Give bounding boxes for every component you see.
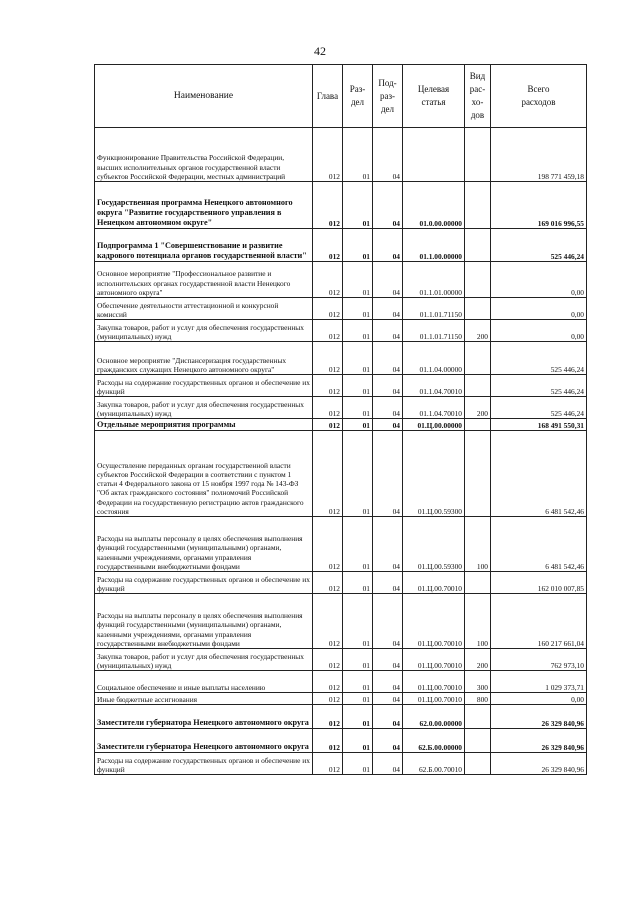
target-article-cell: 01.1.04.70010 <box>403 375 465 397</box>
podrazdel-cell: 04 <box>373 753 403 775</box>
glava-cell: 012 <box>313 342 343 375</box>
glava-cell: 012 <box>313 397 343 419</box>
razdel-cell: 01 <box>343 431 373 517</box>
total-cell: 762 973,10 <box>491 649 587 671</box>
glava-cell: 012 <box>313 705 343 729</box>
total-cell: 0,00 <box>491 320 587 342</box>
row-name-cell: Расходы на содержание государственных органов и обеспечение их функций <box>95 572 313 594</box>
expense-type-cell <box>465 431 491 517</box>
target-article-cell: 01.Ц.00.70010 <box>403 572 465 594</box>
table-row <box>95 182 587 229</box>
razdel-cell: 01 <box>343 229 373 262</box>
target-article-cell: 62.Б.00.00000 <box>403 729 465 753</box>
podrazdel-cell: 04 <box>373 594 403 649</box>
expense-type-cell: 200 <box>465 320 491 342</box>
table-row <box>95 671 587 693</box>
glava-cell: 012 <box>313 693 343 705</box>
row-name-cell: Отдельные мероприятия программы <box>95 419 313 431</box>
total-cell: 26 329 840,96 <box>491 753 587 775</box>
glava-cell: 012 <box>313 729 343 753</box>
razdel-cell: 01 <box>343 729 373 753</box>
table-row <box>95 572 587 594</box>
razdel-cell: 01 <box>343 693 373 705</box>
row-name-cell: Расходы на выплаты персоналу в целях обеспечения выполнения функций государственными (муниципальными) органами, казенными учреждениями, органами управления государственными внебюджетными фондами <box>95 517 313 572</box>
expense-type-cell <box>465 298 491 320</box>
total-cell: 6 481 542,46 <box>491 431 587 517</box>
razdel-cell: 01 <box>343 375 373 397</box>
podrazdel-cell: 04 <box>373 229 403 262</box>
razdel-cell: 01 <box>343 397 373 419</box>
table-row <box>95 320 587 342</box>
table-row <box>95 431 587 517</box>
table-row <box>95 419 587 431</box>
total-cell: 525 446,24 <box>491 229 587 262</box>
target-article-cell: 01.Ц.00.59300 <box>403 431 465 517</box>
razdel-cell: 01 <box>343 182 373 229</box>
table-row <box>95 705 587 729</box>
row-name-cell: Расходы на содержание государственных органов и обеспечение их функций <box>95 753 313 775</box>
header-total: Всего расходов <box>491 65 587 128</box>
podrazdel-cell: 04 <box>373 375 403 397</box>
glava-cell: 012 <box>313 375 343 397</box>
razdel-cell: 01 <box>343 128 373 182</box>
razdel-cell: 01 <box>343 419 373 431</box>
row-name-cell: Расходы на содержание государственных органов и обеспечение их функций <box>95 375 313 397</box>
row-name-cell: Расходы на выплаты персоналу в целях обеспечения выполнения функций государственными (муниципальными) органами, казенными учреждениями, органами управления государственными внебюджетными фондами <box>95 594 313 649</box>
podrazdel-cell: 04 <box>373 419 403 431</box>
podrazdel-cell: 04 <box>373 182 403 229</box>
header-razdel: Раз- дел <box>343 65 373 128</box>
razdel-cell: 01 <box>343 517 373 572</box>
row-name-cell: Иные бюджетные ассигнования <box>95 693 313 705</box>
expense-type-cell <box>465 229 491 262</box>
glava-cell: 012 <box>313 753 343 775</box>
target-article-cell: 01.Ц.00.70010 <box>403 671 465 693</box>
total-cell: 160 217 661,04 <box>491 594 587 649</box>
podrazdel-cell: 04 <box>373 649 403 671</box>
table-row <box>95 342 587 375</box>
target-article-cell: 01.Ц.00.00000 <box>403 419 465 431</box>
razdel-cell: 01 <box>343 594 373 649</box>
table-row <box>95 594 587 649</box>
glava-cell: 012 <box>313 229 343 262</box>
header-expense-type: Вид рас- хо- дов <box>465 65 491 128</box>
total-cell: 1 029 373,71 <box>491 671 587 693</box>
podrazdel-cell: 04 <box>373 693 403 705</box>
table-row <box>95 729 587 753</box>
target-article-cell: 62.Б.00.70010 <box>403 753 465 775</box>
table-row <box>95 397 587 419</box>
row-name-cell: Государственная программа Ненецкого автономного округа "Развитие государственного управления в Ненецком автономном округе" <box>95 182 313 229</box>
razdel-cell: 01 <box>343 298 373 320</box>
target-article-cell: 01.Ц.00.59300 <box>403 517 465 572</box>
glava-cell: 012 <box>313 298 343 320</box>
target-article-cell: 01.1.04.70010 <box>403 397 465 419</box>
table-row <box>95 753 587 775</box>
row-name-cell: Закупка товаров, работ и услуг для обеспечения государственных (муниципальных) нужд <box>95 320 313 342</box>
expense-type-cell <box>465 419 491 431</box>
total-cell: 26 329 840,96 <box>491 705 587 729</box>
table-row <box>95 375 587 397</box>
target-article-cell: 01.Ц.00.70010 <box>403 649 465 671</box>
total-cell: 6 481 542,46 <box>491 517 587 572</box>
total-cell: 525 446,24 <box>491 342 587 375</box>
expense-type-cell <box>465 375 491 397</box>
target-article-cell <box>403 128 465 182</box>
razdel-cell: 01 <box>343 320 373 342</box>
row-name-cell: Заместители губернатора Ненецкого автономного округа <box>95 705 313 729</box>
target-article-cell: 01.1.00.00000 <box>403 229 465 262</box>
table-row <box>95 298 587 320</box>
target-article-cell: 01.1.01.71150 <box>403 298 465 320</box>
total-cell: 525 446,24 <box>491 397 587 419</box>
total-cell: 0,00 <box>491 262 587 298</box>
glava-cell: 012 <box>313 419 343 431</box>
table-row <box>95 262 587 298</box>
podrazdel-cell: 04 <box>373 517 403 572</box>
expense-type-cell: 300 <box>465 671 491 693</box>
header-target-article: Целевая статья <box>403 65 465 128</box>
row-name-cell: Основное мероприятие "Диспансеризация государственных гражданских служащих Ненецкого автономного округа" <box>95 342 313 375</box>
glava-cell: 012 <box>313 649 343 671</box>
glava-cell: 012 <box>313 320 343 342</box>
table-header-row <box>95 65 587 128</box>
header-name: Наименование <box>95 65 313 128</box>
row-name-cell: Осуществление переданных органам государственной власти субъектов Российской Федерации в соответствии с пунктом 1 статьи 4 Федерального закона от 15 ноября 1997 года № 143-ФЗ "Об актах гражданского состояния" полномочий Российской Федерации на государственную регистрацию актов гражданского состояния <box>95 431 313 517</box>
total-cell: 168 491 550,31 <box>491 419 587 431</box>
row-name-cell: Основное мероприятие "Профессиональное развитие и исполнительских органах государственной власти Ненецкого автономного округа" <box>95 262 313 298</box>
row-name-cell: Закупка товаров, работ и услуг для обеспечения государственных (муниципальных) нужд <box>95 649 313 671</box>
podrazdel-cell: 04 <box>373 729 403 753</box>
razdel-cell: 01 <box>343 671 373 693</box>
podrazdel-cell: 04 <box>373 431 403 517</box>
target-article-cell: 01.0.00.00000 <box>403 182 465 229</box>
glava-cell: 012 <box>313 671 343 693</box>
table-row <box>95 693 587 705</box>
page-number: 42 <box>314 44 326 58</box>
total-cell: 525 446,24 <box>491 375 587 397</box>
razdel-cell: 01 <box>343 705 373 729</box>
total-cell: 169 016 996,55 <box>491 182 587 229</box>
target-article-cell: 62.0.00.00000 <box>403 705 465 729</box>
target-article-cell: 01.1.04.00000 <box>403 342 465 375</box>
table-body <box>95 128 587 775</box>
total-cell: 26 329 840,96 <box>491 729 587 753</box>
podrazdel-cell: 04 <box>373 342 403 375</box>
table-row <box>95 517 587 572</box>
podrazdel-cell: 04 <box>373 671 403 693</box>
row-name-cell: Функционирование Правительства Российской Федерации, высших исполнительных органов государственной власти субъектов Российской Федерации, местных администраций <box>95 128 313 182</box>
expense-type-cell <box>465 729 491 753</box>
expense-type-cell: 200 <box>465 397 491 419</box>
glava-cell: 012 <box>313 594 343 649</box>
target-article-cell: 01.1.01.71150 <box>403 320 465 342</box>
podrazdel-cell: 04 <box>373 397 403 419</box>
podrazdel-cell: 04 <box>373 262 403 298</box>
target-article-cell: 01.Ц.00.70010 <box>403 693 465 705</box>
glava-cell: 012 <box>313 517 343 572</box>
expense-type-cell <box>465 182 491 229</box>
glava-cell: 012 <box>313 572 343 594</box>
razdel-cell: 01 <box>343 753 373 775</box>
budget-table <box>94 64 587 775</box>
expense-type-cell <box>465 342 491 375</box>
expense-type-cell: 100 <box>465 517 491 572</box>
glava-cell: 012 <box>313 431 343 517</box>
row-name-cell: Обеспечение деятельности аттестационной и конкурсной комиссий <box>95 298 313 320</box>
table-row <box>95 649 587 671</box>
total-cell: 0,00 <box>491 693 587 705</box>
expense-type-cell: 100 <box>465 594 491 649</box>
row-name-cell: Социальное обеспечение и иные выплаты населению <box>95 671 313 693</box>
glava-cell: 012 <box>313 182 343 229</box>
total-cell: 0,00 <box>491 298 587 320</box>
podrazdel-cell: 04 <box>373 128 403 182</box>
table-row <box>95 128 587 182</box>
expense-type-cell: 800 <box>465 693 491 705</box>
table-row <box>95 229 587 262</box>
total-cell: 198 771 459,18 <box>491 128 587 182</box>
header-podrazdel: Под- раз- дел <box>373 65 403 128</box>
target-article-cell: 01.Ц.00.70010 <box>403 594 465 649</box>
razdel-cell: 01 <box>343 649 373 671</box>
expense-type-cell <box>465 572 491 594</box>
podrazdel-cell: 04 <box>373 705 403 729</box>
razdel-cell: 01 <box>343 572 373 594</box>
row-name-cell: Подпрограмма 1 "Совершенствование и развитие кадрового потенциала органов государственной власти" <box>95 229 313 262</box>
expense-type-cell <box>465 128 491 182</box>
header-glava: Глава <box>313 65 343 128</box>
podrazdel-cell: 04 <box>373 298 403 320</box>
podrazdel-cell: 04 <box>373 320 403 342</box>
expense-type-cell: 200 <box>465 649 491 671</box>
expense-type-cell <box>465 262 491 298</box>
expense-type-cell <box>465 705 491 729</box>
razdel-cell: 01 <box>343 342 373 375</box>
row-name-cell: Закупка товаров, работ и услуг для обеспечения государственных (муниципальных) нужд <box>95 397 313 419</box>
total-cell: 162 010 007,85 <box>491 572 587 594</box>
target-article-cell: 01.1.01.00000 <box>403 262 465 298</box>
razdel-cell: 01 <box>343 262 373 298</box>
glava-cell: 012 <box>313 262 343 298</box>
expense-type-cell <box>465 753 491 775</box>
row-name-cell: Заместители губернатора Ненецкого автономного округа <box>95 729 313 753</box>
podrazdel-cell: 04 <box>373 572 403 594</box>
glava-cell: 012 <box>313 128 343 182</box>
